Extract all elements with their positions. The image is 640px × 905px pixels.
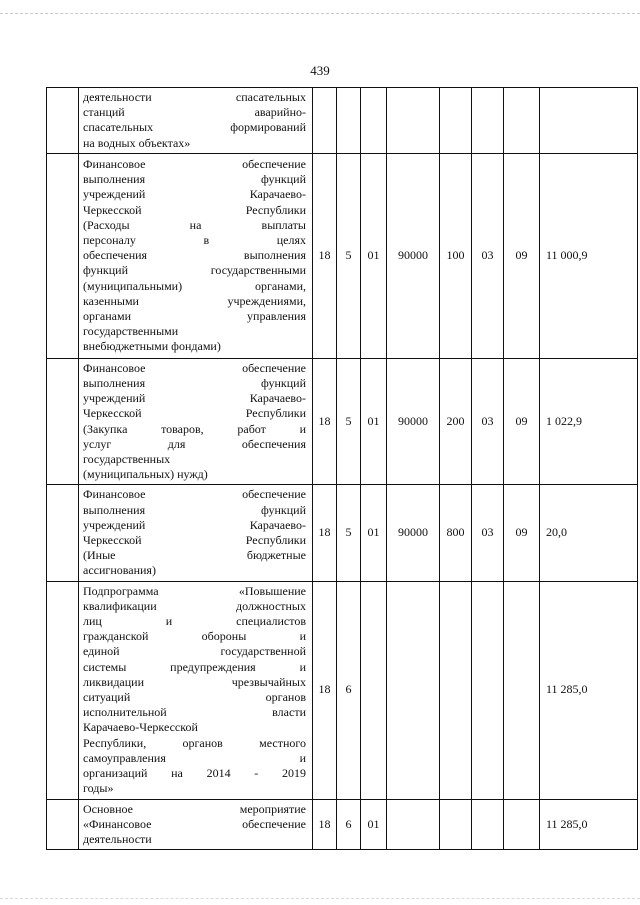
code-cell-c7: [504, 581, 540, 799]
table-row: [47, 799, 638, 850]
code-cell-c4: [387, 88, 440, 154]
description-line: (муниципальных) нужд): [83, 467, 208, 482]
description-line: на водных объектах»: [83, 135, 191, 150]
description-line: обеспечения выполнения: [83, 248, 306, 263]
description-line: учреждений Карачаево-: [83, 187, 306, 202]
description-line: функций государственными: [83, 263, 306, 278]
code-cell-c4: 90000: [387, 153, 440, 358]
description-line: государственными: [83, 324, 179, 339]
description-line: «Финансовое обеспечение: [83, 816, 306, 831]
amount-cell: 20,0: [540, 485, 638, 581]
description-line: услуг для обеспечения: [83, 436, 306, 451]
code-cell-c1: 18: [313, 358, 337, 485]
code-cell-c5: [440, 799, 472, 850]
amount-cell: [540, 88, 638, 154]
table-row: [47, 581, 638, 799]
code-cell-c3: 01: [361, 485, 387, 581]
code-cell-c2: [337, 88, 361, 154]
code-cell-c2: 5: [337, 485, 361, 581]
description-line: выполнения функций: [83, 502, 306, 517]
blank-cell: [47, 88, 79, 154]
amount-cell: 11 285,0: [540, 799, 638, 850]
description-line: гражданской обороны и: [83, 629, 306, 644]
description-line: выполнения функций: [83, 376, 306, 391]
row-description: [79, 799, 313, 850]
description-line: самоуправления и: [83, 750, 306, 765]
description-line: персоналу в целях: [83, 233, 306, 247]
code-cell-c7: [504, 88, 540, 154]
description-line: ситуаций органов: [83, 690, 306, 705]
blank-cell: [47, 153, 79, 358]
code-cell-c2: 5: [337, 153, 361, 358]
description-line: учреждений Карачаево-: [83, 391, 306, 406]
code-cell-c5: 100: [440, 153, 472, 358]
row-description: [79, 88, 313, 154]
code-cell-c5: 200: [440, 358, 472, 485]
row-description: [79, 153, 313, 358]
description-line: исполнительной власти: [83, 705, 306, 720]
code-cell-c1: 18: [313, 485, 337, 581]
blank-cell: [47, 358, 79, 485]
code-cell-c7: 09: [504, 153, 540, 358]
code-cell-c4: [387, 581, 440, 799]
description-line: деятельности спасательных: [83, 90, 306, 104]
description-line: внебюджетными фондами): [83, 339, 221, 354]
description-line: системы предупреждения и: [83, 659, 306, 674]
code-cell-c2: 6: [337, 799, 361, 850]
scan-bottom-edge: [0, 898, 640, 899]
code-cell-c3: 01: [361, 358, 387, 485]
amount-cell: 11 000,9: [540, 153, 638, 358]
description-line: организаций на 2014 - 2019: [83, 766, 306, 781]
code-cell-c7: 09: [504, 358, 540, 485]
amount-cell: 1 022,9: [540, 358, 638, 485]
table-row: [47, 153, 638, 358]
code-cell-c6: [472, 799, 504, 850]
description-line: станций аварийно-: [83, 105, 306, 120]
description-line: Черкесской Республики: [83, 406, 306, 421]
code-cell-c6: 03: [472, 485, 504, 581]
code-cell-c1: 18: [313, 153, 337, 358]
code-cell-c4: 90000: [387, 485, 440, 581]
description-line: лиц и специалистов: [83, 614, 306, 629]
code-cell-c7: 09: [504, 485, 540, 581]
code-cell-c1: [313, 88, 337, 154]
blank-cell: [47, 485, 79, 581]
description-line: Основное мероприятие: [83, 801, 306, 816]
code-cell-c7: [504, 799, 540, 850]
code-cell-c5: [440, 581, 472, 799]
code-cell-c1: 18: [313, 581, 337, 799]
blank-cell: [47, 799, 79, 850]
description-line: Финансовое обеспечение: [83, 156, 306, 171]
description-line: Подпрограмма «Повышение: [83, 583, 306, 598]
description-line: учреждений Карачаево-: [83, 517, 306, 532]
code-cell-c2: 6: [337, 581, 361, 799]
row-description: [79, 581, 313, 799]
table-row: [47, 88, 638, 154]
code-cell-c6: 03: [472, 153, 504, 358]
description-line: квалификации должностных: [83, 598, 306, 613]
budget-table: [46, 87, 638, 850]
description-line: органами управления: [83, 309, 306, 324]
description-line: ликвидации чрезвычайных: [83, 674, 306, 689]
description-line: Финансовое обеспечение: [83, 487, 306, 502]
code-cell-c4: [387, 799, 440, 850]
description-line: единой государственной: [83, 644, 306, 659]
table-row: [47, 485, 638, 581]
description-line: (Расходы на выплаты: [83, 217, 306, 232]
description-line: Карачаево-Черкесской: [83, 720, 198, 735]
code-cell-c6: [472, 88, 504, 154]
description-line: Черкесской Республики: [83, 533, 306, 548]
description-line: (муниципальными) органами,: [83, 278, 306, 293]
code-cell-c2: 5: [337, 358, 361, 485]
description-line: Финансовое обеспечение: [83, 360, 306, 375]
description-line: годы»: [83, 781, 114, 796]
code-cell-c6: 03: [472, 358, 504, 485]
code-cell-c3: [361, 581, 387, 799]
description-line: Черкесской Республики: [83, 202, 306, 217]
description-line: деятельности: [83, 831, 152, 846]
page-number: 439: [310, 63, 330, 78]
code-cell-c5: 800: [440, 485, 472, 581]
description-line: выполнения функций: [83, 172, 306, 187]
code-cell-c3: [361, 88, 387, 154]
table-body: [47, 88, 638, 850]
scan-top-edge: [0, 13, 640, 14]
row-description: [79, 485, 313, 581]
blank-cell: [47, 581, 79, 799]
row-description: [79, 358, 313, 485]
code-cell-c6: [472, 581, 504, 799]
description-line: государственных: [83, 452, 171, 467]
code-cell-c4: 90000: [387, 358, 440, 485]
amount-cell: 11 285,0: [540, 581, 638, 799]
code-cell-c3: 01: [361, 153, 387, 358]
description-line: (Закупка товаров, работ и: [83, 421, 306, 436]
code-cell-c3: 01: [361, 799, 387, 850]
table-row: [47, 358, 638, 485]
description-line: спасательных формирований: [83, 120, 306, 135]
description-line: Республики, органов местного: [83, 735, 306, 750]
code-cell-c5: [440, 88, 472, 154]
description-line: казенными учреждениями,: [83, 293, 306, 308]
description-line: ассигнования): [83, 563, 156, 578]
code-cell-c1: 18: [313, 799, 337, 850]
description-line: (Иные бюджетные: [83, 548, 306, 563]
